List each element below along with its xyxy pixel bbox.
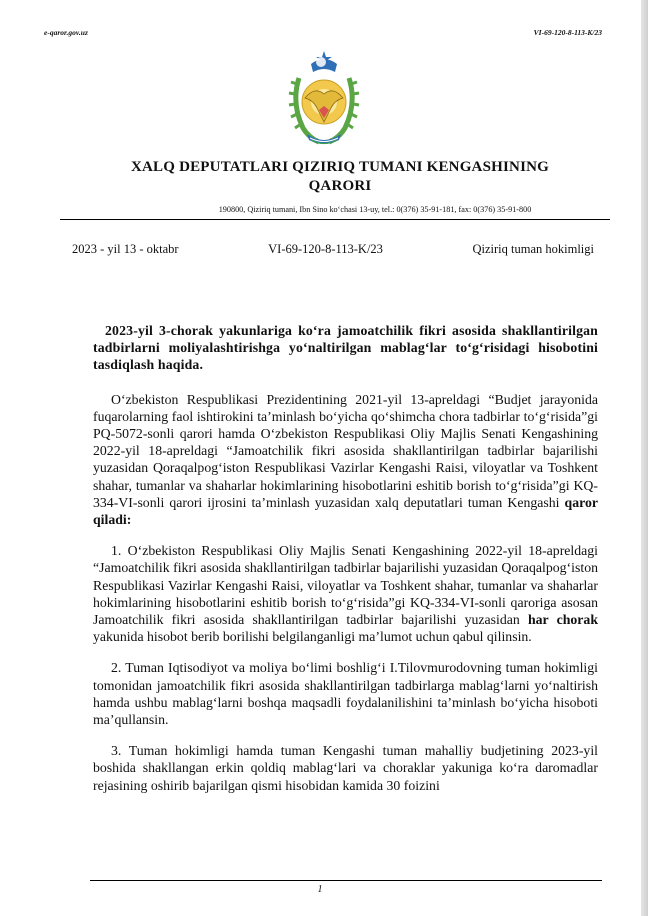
title-line-2: QARORI — [308, 178, 372, 194]
title-line-1: XALQ DEPUTATLARI QIZIRIQ TUMANI KENGASHINING — [130, 159, 550, 175]
document-meta — [72, 242, 594, 257]
item-3-paragraph: 3. Tuman hokimligi hamda tuman Kengashi tuman mahalliy budjetining 2023-yil boshida shakllangan erkin qoldiq mablag‘lari va choraklar yakuniga ko‘ra daromadlar rejasining oshirib bajarilgan qismi hisobidan kamida 30 foizini — [93, 743, 598, 793]
top-header-line — [44, 28, 602, 37]
preamble-decision: qaror qiladi: — [93, 494, 599, 528]
document-subject: 2023-yil 3-chorak yakunlariga ko‘ra jamoatchilik fikri asosida shakllantirilgan tadbirlarni moliyalashtirishga yo‘naltirilgan mablag‘lar to‘g‘risidagi hisobotini tasdiqlash haqida. — [93, 323, 598, 373]
page-number: 1 — [317, 884, 323, 895]
item-2-paragraph: 2. Tuman Iqtisodiyot va moliya bo‘limi boshlig‘i I.Tilovmurodovning tuman hokimligi tomonidan jamoatchilik fikri asosida shakllantirilgan tadbirlarga mablag‘larni yo‘naltirish hamda ushbu mablag‘larni boshqa maqsadli foydalanilishini ta’minlash bo‘yicha hisoboti ma’qullansin. — [93, 660, 598, 728]
document-number: VI-69-120-8-113-K/23 — [268, 242, 383, 256]
header-divider — [60, 219, 610, 220]
site-url: e-qaror.gov.uz — [44, 28, 88, 37]
document-code: VI-69-120-8-113-K/23 — [533, 28, 602, 37]
document-title — [60, 158, 620, 196]
preamble-text: O‘zbekiston Respublikasi Prezidentining 2021-yil 13-apreldagi “Budjet jarayonida fuqarolarning faol ishtirokini ta’minlash bo‘yicha qo‘shimcha chora tadbirlar to‘g‘risida”gi PQ-5072-sonli qarori hamda O‘zbekiston Respublikasi Oliy Majlis Senati Kengashining 2022-yil 18-apreldagi “Jamoatchilik fikri asosida shakllantirilgan tadbirlar bajarilishi yuzasidan Qoraqalpog‘iston Respublikasi Vazirlar Kengashi Raisi, viloyatlar va Toshkent shahar, tumanlar va shaharlar hokimlarining hisobotlarini eshitib borish to‘g‘risida”gi KQ-334-VI-sonli qarori ijrosini ta’minlash yuzasidan xalq deputatlari tuman Kengashi — [93, 391, 598, 510]
item-1-bold: har chorak — [527, 612, 598, 628]
item-1-start: 1. O‘zbekiston Respublikasi Oliy Majlis Senati Kengashining 2022-yil 18-apreldagi “Jamoatchilik fikri asosida shakllantirilgan tadbirlar bajarilishi yuzasidan Qoraqalpog‘iston Respublikasi Vazirlar Kengashi Raisi, viloyatlar va Toshkent shahar, tumanlar va shaharlar hokimlarining hisobotlarini eshitib borish to‘g‘risida”gi KQ-334-VI-sonli qaroriga asosan Jamoatchilik fikri asosida shakllantirilgan tadbirlar bajarilishi yuzasidan — [93, 543, 598, 628]
preamble-paragraph — [93, 391, 598, 529]
document-date: 2023 - yil 13 - oktabr — [72, 242, 179, 256]
document-addressee: Qiziriq tuman hokimligi — [472, 242, 594, 256]
state-emblem-icon — [285, 48, 363, 148]
address-line: 190800, Qiziriq tumani, Ibn Sino ko‘chasi 13-uy, tel.: 0(376) 35-91-181, fax: 0(376) 35-91-800 — [218, 205, 532, 214]
document-body — [93, 322, 598, 808]
footer-divider — [90, 880, 602, 881]
item-1-paragraph — [93, 542, 598, 645]
page-edge — [641, 0, 648, 916]
item-1-end: yakunida hisobot berib borilishi belgilanganligi ma’lumot uchun qabul qilinsin. — [93, 629, 532, 645]
